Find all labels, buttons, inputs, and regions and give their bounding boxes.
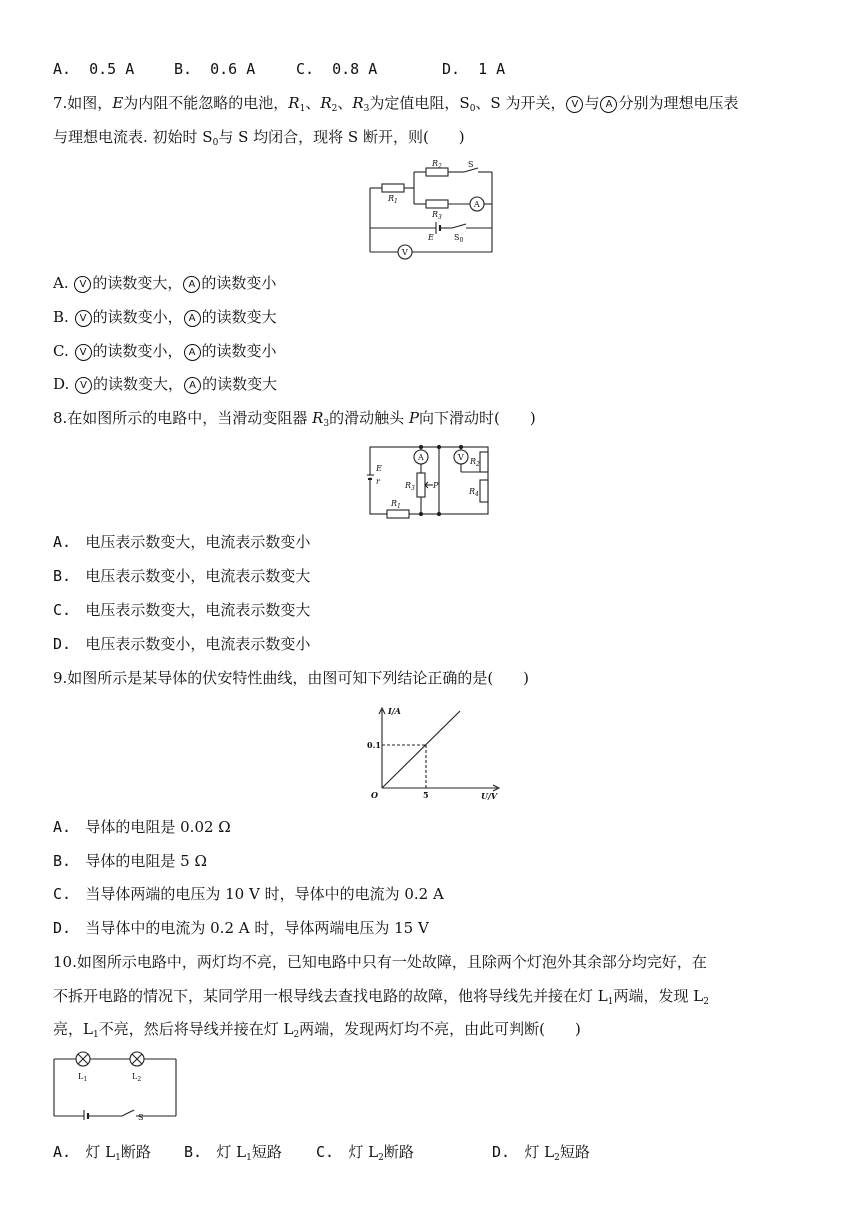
label-r3: $R_3$: [405, 481, 415, 492]
option-letter: D.: [442, 60, 461, 78]
text: 为内阻不能忽略的电池，: [123, 94, 289, 112]
q9-option-d: [53, 918, 429, 938]
option-letter: B.: [53, 308, 69, 326]
text: 的读数变小，: [92, 342, 183, 360]
text: 两端，发现 L: [613, 987, 704, 1005]
var-r: R: [288, 94, 300, 112]
option-letter: C.: [316, 1143, 335, 1161]
label-s0: $S_0$: [454, 233, 464, 244]
var-r: R: [352, 94, 364, 112]
option-letter: C.: [53, 885, 72, 903]
q10-stem-line2: [53, 986, 709, 1012]
voltmeter-icon: V: [566, 96, 583, 113]
q10-option-a: [53, 1142, 151, 1168]
var-r: R: [320, 94, 332, 112]
sub: 1: [246, 1153, 252, 1163]
sub: 0: [212, 138, 219, 148]
text: 灯 L: [216, 1143, 247, 1161]
text: 的读数变大: [202, 375, 278, 393]
text: 的读数变大，: [92, 274, 183, 292]
label-p: P: [433, 481, 439, 490]
voltmeter-symbol: V: [458, 453, 464, 462]
label-r4: $R_4$: [469, 487, 479, 498]
option-letter: B.: [53, 567, 72, 585]
option-text: 0.8 A: [332, 60, 378, 78]
q10-option-c: [316, 1142, 414, 1168]
origin-label: O: [371, 790, 378, 800]
option-text: 当导体两端的电压为 10 V 时，导体中的电流为 0.2 A: [85, 885, 444, 903]
option-letter: A.: [53, 533, 72, 551]
label-l2: $L_2$: [132, 1072, 142, 1083]
label-s: S: [138, 1113, 144, 1120]
text: 的读数变大，: [93, 375, 184, 393]
y-tick-label: 0.1: [367, 740, 381, 750]
text: 灯 L: [85, 1143, 116, 1161]
ammeter-icon: A: [184, 344, 201, 361]
text: 短路: [251, 1143, 282, 1161]
q7-option-c: [53, 341, 277, 361]
option-letter: D.: [53, 635, 72, 653]
text: 8.在如图所示的电路中，当滑动变阻器: [53, 409, 313, 427]
ammeter-icon: A: [184, 310, 201, 327]
text: 的读数变小: [201, 274, 277, 292]
ammeter-icon: A: [183, 276, 200, 293]
q8-option-a: [53, 532, 310, 552]
ammeter-symbol: A: [418, 453, 424, 462]
label-r1: $R_1$: [388, 194, 398, 205]
ammeter-symbol: A: [474, 200, 480, 209]
option-letter: A.: [53, 274, 69, 292]
sub: 0: [469, 104, 476, 114]
label-e: E: [428, 233, 434, 242]
sub: 1: [92, 1030, 99, 1040]
sub: 2: [703, 997, 709, 1007]
text: 断路: [383, 1143, 414, 1161]
sub: 1: [607, 997, 614, 1007]
y-axis-label: I/A: [388, 706, 401, 716]
q9-stem: 9.如图所示是某导体的伏安特性曲线，由图可知下列结论正确的是( ): [53, 669, 530, 687]
text: 与理想电流表. 初始时 S: [53, 128, 213, 146]
option-letter: C.: [53, 342, 69, 360]
var-e: E: [112, 94, 124, 112]
q6-option-a: [53, 59, 134, 79]
text: 、: [305, 94, 321, 112]
q7-circuit-diagram: [366, 158, 498, 260]
text: 、: [337, 94, 353, 112]
option-letter: D.: [53, 919, 72, 937]
text: 灯 L: [348, 1143, 379, 1161]
q10-stem-line3: [53, 1019, 581, 1045]
x-axis-label: U/V: [481, 791, 498, 801]
sub: 1: [115, 1153, 121, 1163]
q9-option-a: [53, 817, 231, 837]
sub: 2: [331, 104, 338, 114]
text: 不拆开电路的情况下，某同学用一根导线去查找电路的故障，他将导线先并接在灯 L: [53, 987, 608, 1005]
label-r3: $R_3$: [432, 210, 442, 221]
option-text: 电压表示数变大，电流表示数变小: [85, 533, 311, 551]
q9-option-b: [53, 851, 207, 871]
text: 灯 L: [524, 1143, 555, 1161]
option-letter: A.: [53, 60, 72, 78]
label-r2: $R_2$: [470, 457, 480, 468]
option-text: 电压表示数变小，电流表示数变大: [85, 567, 311, 585]
option-letter: B.: [53, 852, 72, 870]
q9-option-c: [53, 884, 444, 904]
q8-option-c: [53, 600, 310, 620]
text: 分别为理想电压表: [618, 94, 739, 112]
voltmeter-icon: V: [75, 344, 92, 361]
ammeter-icon: A: [600, 96, 617, 113]
voltmeter-icon: V: [75, 377, 92, 394]
option-letter: C.: [296, 60, 315, 78]
q10-circuit-diagram: [50, 1050, 180, 1120]
q6-option-c: [296, 59, 377, 79]
text: 、S 为开关，: [475, 94, 566, 112]
voltmeter-icon: V: [75, 310, 92, 327]
label-r1: $R_1$: [391, 499, 401, 510]
text: 与: [584, 94, 600, 112]
option-letter: D.: [492, 1143, 511, 1161]
text: 的滑动触头: [329, 409, 409, 427]
x-tick-label: 5: [423, 790, 429, 800]
option-text: 当导体中的电流为 0.2 A 时，导体两端电压为 15 V: [85, 919, 429, 937]
sub: 2: [554, 1153, 560, 1163]
sub: 2: [378, 1153, 384, 1163]
q8-option-b: [53, 566, 310, 586]
q7-option-a: [53, 273, 276, 293]
q7-stem-line1: [53, 93, 739, 119]
text: 不亮，然后将导线并接在灯 L: [98, 1020, 294, 1038]
option-text: 导体的电阻是 0.02 Ω: [85, 818, 231, 836]
q10-stem-line1: 10.如图所示电路中，两灯均不亮，已知电路中只有一处故障，且除两个灯泡外其余部分均完好，在: [53, 953, 707, 971]
option-text: 电压表示数变大，电流表示数变大: [85, 601, 311, 619]
sub: 2: [293, 1030, 300, 1040]
text: 的读数变大: [201, 308, 277, 326]
option-letter: C.: [53, 601, 72, 619]
sub: 3: [323, 419, 330, 429]
label-s: S: [468, 160, 474, 169]
option-text: 1 A: [478, 60, 506, 78]
q10-option-b: [184, 1142, 282, 1168]
text: 的读数变小: [201, 342, 277, 360]
ammeter-icon: A: [184, 377, 201, 394]
q7-option-b: [53, 307, 277, 327]
option-text: 导体的电阻是 5 Ω: [85, 852, 207, 870]
label-e: E: [376, 464, 382, 473]
text: 7.如图，: [53, 94, 113, 112]
option-letter: A.: [53, 818, 72, 836]
q8-circuit-diagram: [367, 440, 493, 520]
voltmeter-symbol: V: [402, 248, 408, 257]
text: 短路: [559, 1143, 590, 1161]
label-l1: $L_1$: [78, 1072, 88, 1083]
text: 为定值电阻，S: [369, 94, 470, 112]
q6-option-d: [442, 59, 505, 79]
option-letter: D.: [53, 375, 70, 393]
option-letter: B.: [184, 1143, 203, 1161]
var-r: R: [312, 409, 324, 427]
q10-option-d: [492, 1142, 590, 1168]
var-p: P: [408, 409, 419, 427]
sub: 1: [299, 104, 306, 114]
q8-stem: [53, 408, 536, 434]
voltmeter-icon: V: [74, 276, 91, 293]
text: 断路: [120, 1143, 151, 1161]
option-letter: B.: [174, 60, 193, 78]
text: 两端，发现两灯均不亮，由此可判断( ): [299, 1020, 581, 1038]
sub: 3: [363, 104, 370, 114]
option-text: 0.6 A: [210, 60, 256, 78]
q9-iv-graph: [365, 702, 505, 802]
text: 向下滑动时( ): [419, 409, 536, 427]
q7-stem-line2: [53, 127, 465, 153]
text: 的读数变小，: [92, 308, 183, 326]
q6-option-b: [174, 59, 255, 79]
option-letter: A.: [53, 1143, 72, 1161]
option-text: 电压表示数变小，电流表示数变小: [85, 635, 311, 653]
text: 亮，L: [53, 1020, 93, 1038]
label-r2: $R_2$: [432, 159, 442, 170]
label-r: r: [376, 477, 380, 486]
option-text: 0.5 A: [89, 60, 135, 78]
text: 与 S 均闭合，现将 S 断开，则( ): [218, 128, 465, 146]
q7-option-d: [53, 374, 277, 394]
q8-option-d: [53, 634, 310, 654]
